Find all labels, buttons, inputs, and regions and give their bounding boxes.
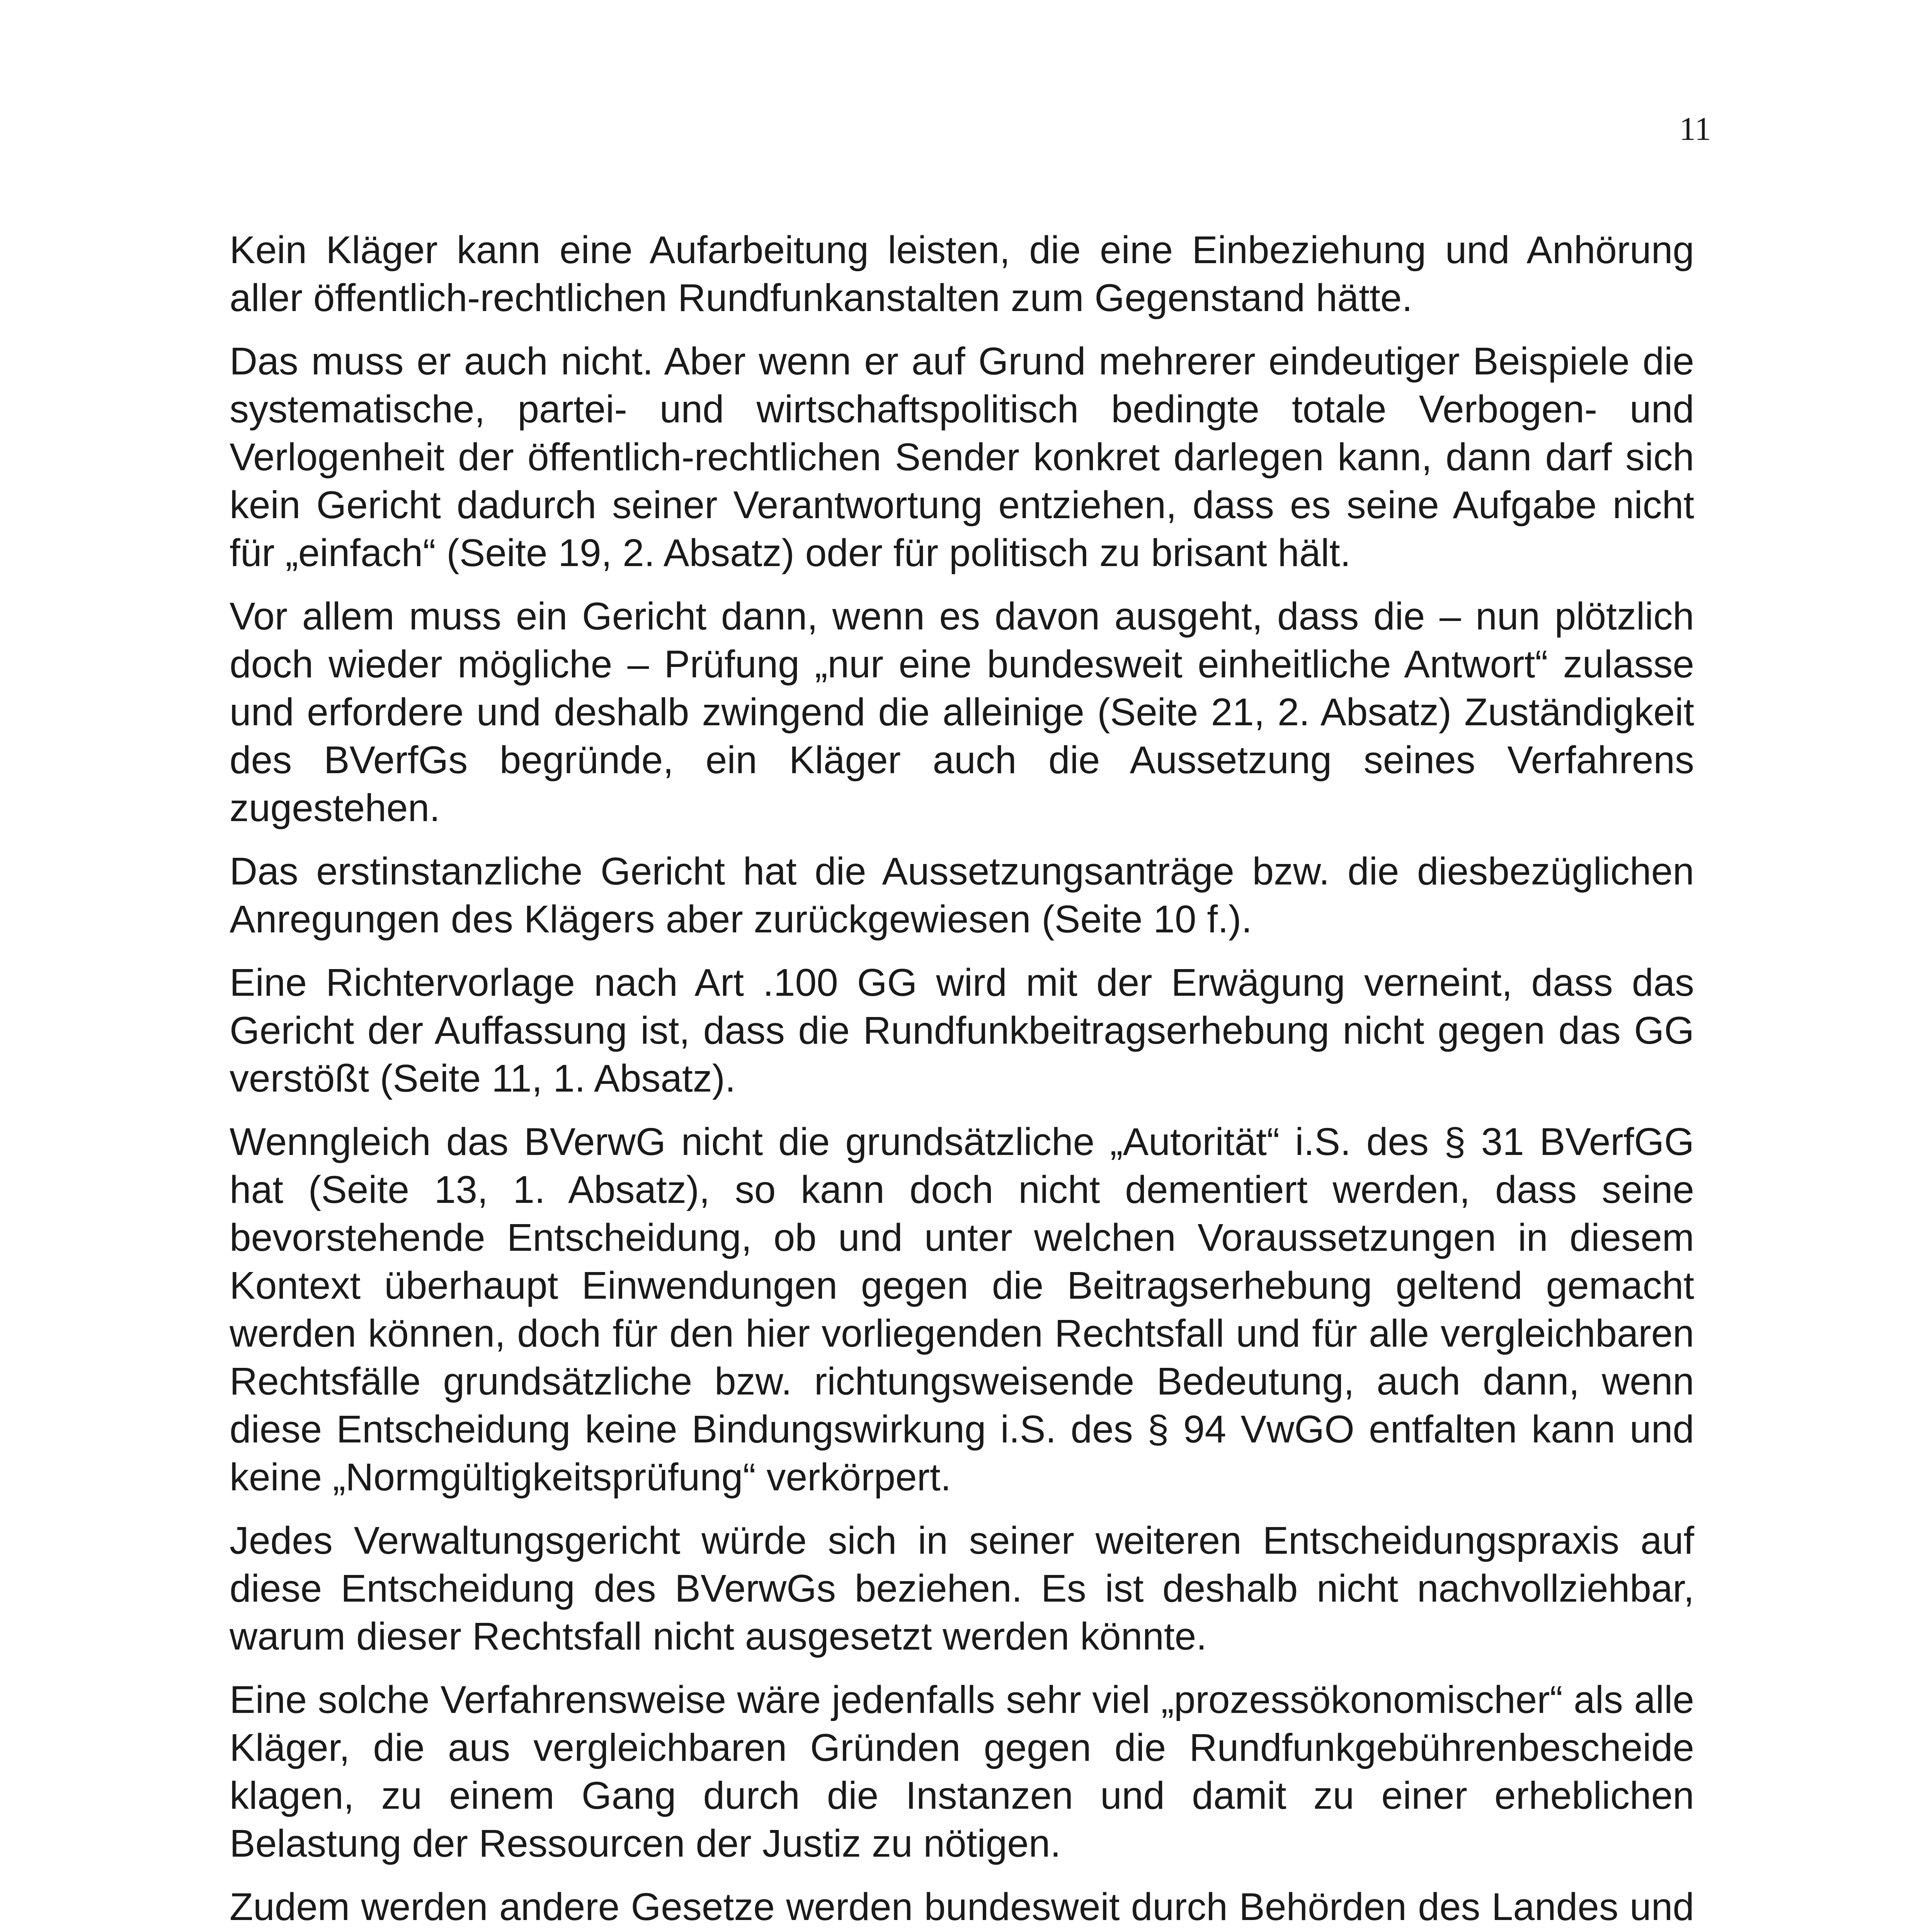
paragraph-8: Eine solche Verfahrensweise wäre jedenfalls sehr viel „prozessökonomischer“ als alle Kläger, die aus vergleichbaren Gründen gegen die Rundfunkgebührenbescheide klagen, zu einem Gang durch die Instanzen und damit zu einer erheblichen Belastung der Ressourcen der Justiz zu nötigen. — [230, 1678, 1694, 1865]
paragraph-6: Wenngleich das BVerwG nicht die grundsätzliche „Autorität“ i.S. des § 31 BVerfGG hat (Seite 13, 1. Absatz), so kann doch nicht dementiert werden, dass seine bevorstehende Entscheidung, ob und unter welchen Voraussetzungen in diesem Kontext überhaupt Einwendungen gegen die Beitragserhebung geltend gemacht werden können, doch für den hier vorliegenden Rechtsfall und für alle vergleichbaren Rechtsfälle grundsätzliche bzw. richtungsweisende Bedeutung, auch dann, wenn diese Entscheidung keine Bindungswirkung i.S. des § 94 VwGO entfalten kann und keine „Normgültigkeitsprüfung“ verkörpert. — [230, 1120, 1694, 1499]
paragraph-2: Das muss er auch nicht. Aber wenn er auf Grund mehrerer eindeutiger Beispiele die systematische, partei- und wirtschaftspolitisch bedingte totale Verbogen- und Verlogenheit der öffentlich-rechtlichen Sender konkret darlegen kann, dann darf sich kein Gericht dadurch seiner Verantwortung entziehen, dass es seine Aufgabe nicht für „einfach“ (Seite 19, 2. Absatz) oder für politisch zu brisant hält. — [230, 340, 1694, 575]
page-number: 11 — [1679, 110, 1711, 147]
paragraph-9: Zudem werden andere Gesetze werden bundesweit durch Behörden des Landes und — [230, 1885, 1694, 1929]
paragraph-7: Jedes Verwaltungsgericht würde sich in seiner weiteren Entscheidungspraxis auf diese Entscheidung des BVerwGs beziehen. Es ist deshalb nicht nachvollziehbar, warum dieser Rechtsfall nicht ausgesetzt werden könnte. — [230, 1519, 1694, 1658]
paragraph-5: Eine Richtervorlage nach Art .100 GG wird mit der Erwägung verneint, dass das Gericht der Auffassung ist, dass die Rundfunkbeitragserhebung nicht gegen das GG verstößt (Seite 11, 1. Absatz). — [230, 961, 1694, 1100]
paragraph-4: Das erstinstanzliche Gericht hat die Aussetzungsanträge bzw. die diesbezüglichen Anregungen des Klägers aber zurückgewiesen (Seite 10 f.). — [230, 850, 1694, 941]
paragraph-1: Kein Kläger kann eine Aufarbeitung leisten, die eine Einbeziehung und Anhörung aller öffentlich-rechtlichen Rundfunkanstalten zum Gegenstand hätte. — [230, 228, 1694, 320]
paragraph-3: Vor allem muss ein Gericht dann, wenn es davon ausgeht, dass die – nun plötzlich doch wieder mögliche – Prüfung „nur eine bundesweit einheitliche Antwort“ zulasse und erfordere und deshalb zwingend die alleinige (Seite 21, 2. Absatz) Zuständigkeit des BVerfGs begründe, ein Kläger auch die Aussetzung seines Verfahrens zugestehen. — [230, 595, 1694, 830]
body-text — [230, 226, 1694, 1932]
